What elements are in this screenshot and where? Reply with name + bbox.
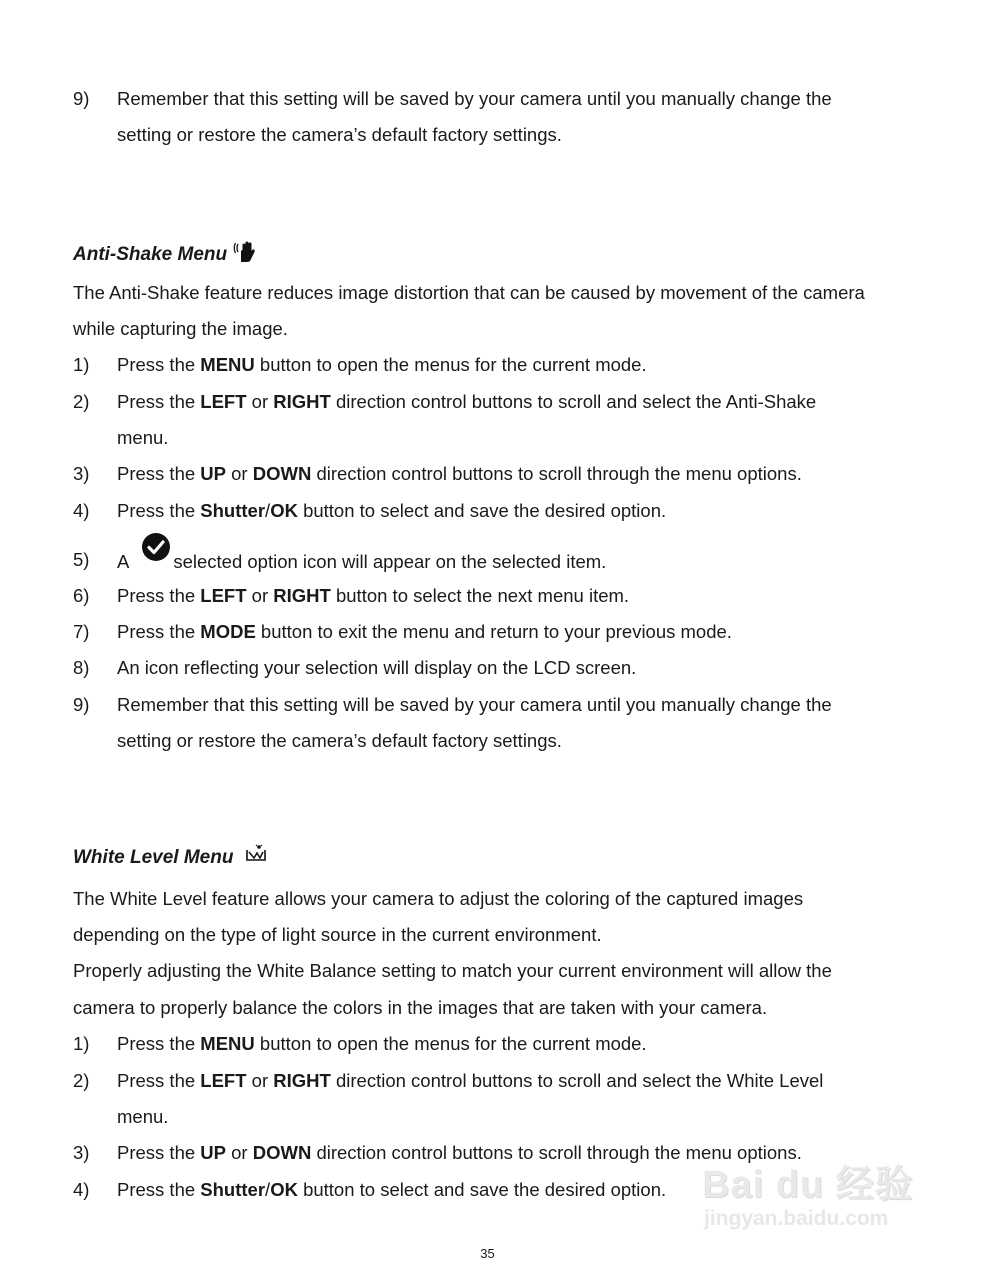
- paragraph: camera to properly balance the colors in the images that are taken with your camera.: [73, 997, 768, 1018]
- white-level-heading: [73, 843, 267, 875]
- item-number: 4): [73, 1179, 90, 1200]
- anti-shake-heading: [73, 240, 259, 274]
- item-number: 4): [73, 500, 90, 521]
- item-number: 3): [73, 463, 90, 484]
- item-text: A selected option icon will appear on the selected item.: [117, 542, 917, 580]
- baidu-watermark: [702, 1145, 942, 1245]
- item-text: An icon reflecting your selection will display on the LCD screen.: [117, 657, 637, 678]
- hand-shake-icon: [233, 240, 259, 274]
- item-text: Press the Shutter/OK button to select and save the desired option.: [117, 500, 667, 521]
- item-text: Press the Shutter/OK button to select and save the desired option.: [117, 1179, 667, 1200]
- item-number: 1): [73, 354, 90, 375]
- item-text: setting or restore the camera’s default factory settings.: [117, 730, 562, 751]
- item-number: 7): [73, 621, 90, 642]
- white-balance-icon: [245, 843, 267, 875]
- item-text: Remember that this setting will be saved by your camera until you manually change the: [117, 694, 832, 715]
- page-number: 35: [480, 1246, 495, 1261]
- item-text: Press the MENU button to open the menus for the current mode.: [117, 1033, 647, 1054]
- item-number: 8): [73, 657, 90, 678]
- item-text: Press the LEFT or RIGHT direction control buttons to scroll and select the White Level: [117, 1070, 824, 1091]
- paragraph: Properly adjusting the White Balance setting to match your current environment will allow the: [73, 960, 832, 981]
- item-text: Remember that this setting will be saved by your camera until you manually change the: [117, 88, 832, 109]
- item-number: 2): [73, 391, 90, 412]
- item-number: 1): [73, 1033, 90, 1054]
- item-text: Press the MODE button to exit the menu and return to your previous mode.: [117, 621, 732, 642]
- item-number: 6): [73, 585, 90, 606]
- watermark-logo-text: Bai du 经验: [702, 1164, 914, 1206]
- item-text: Press the MENU button to open the menus for the current mode.: [117, 354, 647, 375]
- checkmark-circle-icon: [141, 532, 171, 562]
- item-number: 9): [73, 88, 90, 109]
- paragraph: depending on the type of light source in the current environment.: [73, 924, 602, 945]
- item-text: Press the LEFT or RIGHT button to select the next menu item.: [117, 585, 630, 606]
- item-number: 9): [73, 694, 90, 715]
- item-text: Press the LEFT or RIGHT direction control buttons to scroll and select the Anti-Shake: [117, 391, 817, 412]
- paragraph: The White Level feature allows your camera to adjust the coloring of the captured images: [73, 888, 804, 909]
- item-text: Press the UP or DOWN direction control buttons to scroll through the menu options.: [117, 463, 802, 484]
- item-number: 2): [73, 1070, 90, 1091]
- watermark-url: jingyan.baidu.com: [704, 1207, 889, 1230]
- item-text: menu.: [117, 427, 169, 448]
- item-text: setting or restore the camera’s default factory settings.: [117, 124, 562, 145]
- section-title: White Level Menu: [73, 847, 234, 868]
- item-number: 5): [73, 549, 90, 570]
- item-text: menu.: [117, 1106, 169, 1127]
- paragraph: while capturing the image.: [73, 318, 288, 339]
- item-number: 3): [73, 1142, 90, 1163]
- section-title: Anti-Shake Menu: [73, 244, 228, 265]
- item-text: Press the UP or DOWN direction control buttons to scroll through the menu options.: [117, 1142, 802, 1163]
- paragraph: The Anti-Shake feature reduces image distortion that can be caused by movement of the camera: [73, 282, 865, 303]
